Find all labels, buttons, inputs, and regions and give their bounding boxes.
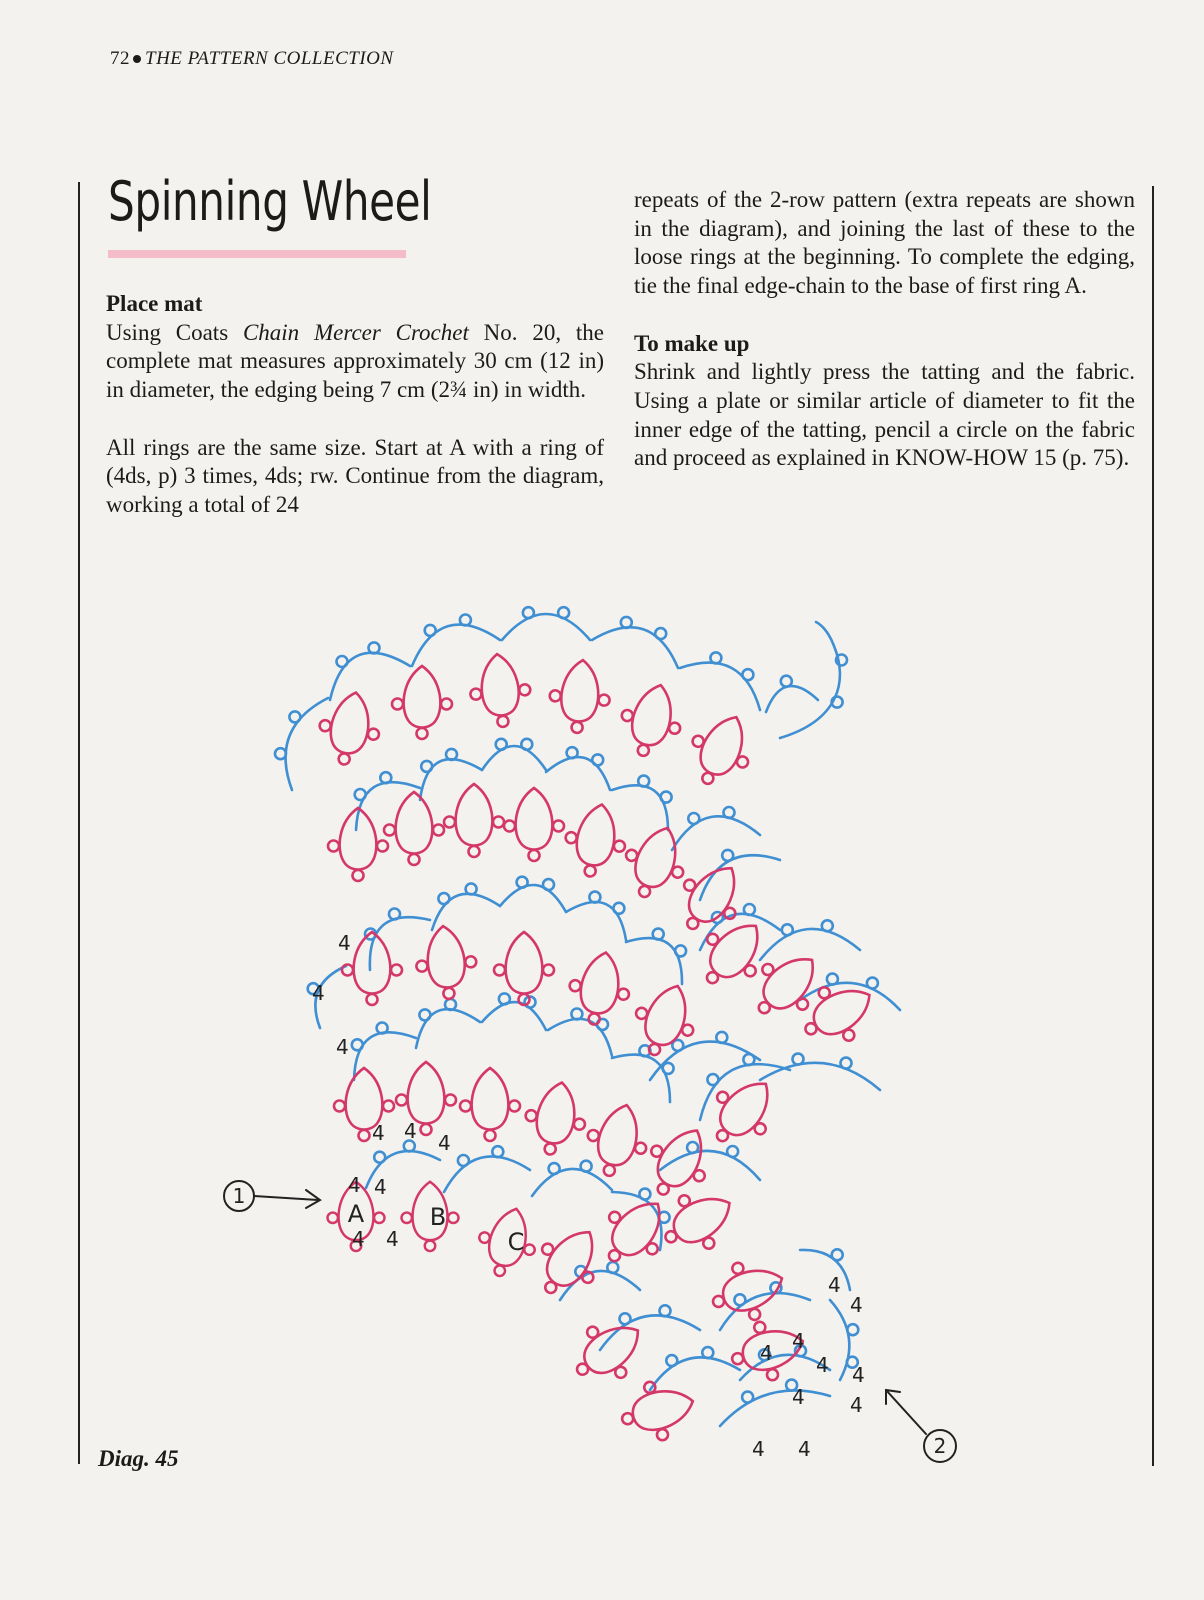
chain-picot <box>666 1355 677 1366</box>
ring-picot <box>656 1428 669 1441</box>
ring-outline <box>506 932 543 994</box>
ring-picot <box>766 1368 779 1381</box>
ring-picot <box>443 987 455 999</box>
ring-picot <box>509 1101 520 1112</box>
ring-picot <box>342 965 353 976</box>
ring-picot <box>621 709 634 722</box>
product-name: Chain Mercer Crochet <box>242 319 469 345</box>
ring-picot <box>384 825 395 836</box>
ring-outline <box>456 784 493 846</box>
section-heading-make-up: To make up <box>634 330 750 356</box>
ring-picot <box>637 744 650 757</box>
chain-picot <box>374 1152 385 1163</box>
chain-picot <box>607 1262 618 1273</box>
chain-picot <box>421 761 432 772</box>
ring-picot <box>367 728 380 741</box>
ring-picot <box>643 1381 656 1394</box>
ring <box>696 1065 789 1159</box>
ring-picot <box>409 854 420 865</box>
ring-picot <box>603 1164 616 1177</box>
ring <box>614 818 695 907</box>
ring-picot <box>584 865 597 878</box>
ring <box>520 1077 592 1159</box>
chain-picot <box>707 1074 718 1085</box>
stitch-count-label: 4 <box>816 1353 829 1377</box>
ring-picot <box>569 979 582 992</box>
ring <box>564 947 636 1029</box>
ring-picot <box>445 1095 456 1106</box>
ring-picot <box>470 688 482 700</box>
ring-picot <box>685 916 700 931</box>
stitch-count-label: 4 <box>438 1131 451 1155</box>
stitch-count-label: 4 <box>792 1385 805 1409</box>
ring-picot <box>525 1109 538 1122</box>
stitch-count-label: 4 <box>404 1119 417 1143</box>
ring-outline <box>756 947 825 1016</box>
ring <box>444 784 504 857</box>
ring-picot <box>377 841 388 852</box>
ring-outline <box>425 925 467 989</box>
ring-outline <box>702 914 770 985</box>
page-number: 72 <box>110 48 130 69</box>
ring-picot <box>760 962 776 978</box>
chain-picot <box>827 974 838 985</box>
chain <box>612 785 668 830</box>
arrow-right-icon <box>254 1190 320 1208</box>
ring-outline <box>408 1062 445 1124</box>
end-marker-label: 2 <box>933 1434 947 1458</box>
ring-picot <box>396 1095 407 1106</box>
ring-picot <box>543 965 554 976</box>
ring <box>560 799 632 881</box>
ring-picot <box>328 1213 338 1223</box>
ring-picot <box>402 1213 412 1223</box>
chain-picot <box>722 850 733 861</box>
ring-picot <box>460 1101 471 1112</box>
ring <box>460 1068 520 1141</box>
chain-picot <box>355 789 366 800</box>
ring-outline <box>533 1079 580 1146</box>
ring-label-c: C <box>507 1228 525 1256</box>
chain <box>370 917 430 970</box>
chain-picot <box>727 1146 738 1157</box>
ring-picot <box>607 1248 622 1263</box>
chain-picot <box>687 1142 698 1153</box>
chain-picot <box>661 792 672 803</box>
ring-picot <box>359 1130 370 1141</box>
ring-picot <box>353 870 364 881</box>
ring-picot <box>493 817 504 828</box>
ring-picot <box>668 721 681 734</box>
chain <box>546 757 610 790</box>
stitch-count-label: 4 <box>760 1341 773 1365</box>
chain-picot <box>613 903 624 914</box>
chain <box>780 622 840 738</box>
ring <box>635 1116 723 1209</box>
chain-picot <box>523 607 534 618</box>
chain-picot <box>655 628 666 639</box>
ring-picot <box>565 831 578 844</box>
chain <box>560 1271 640 1300</box>
ring-picot <box>644 1241 659 1256</box>
ring-picot <box>485 1130 496 1141</box>
ring-picot <box>682 878 697 893</box>
ring-picot <box>598 694 610 706</box>
ring <box>624 976 705 1065</box>
ring-picot <box>433 825 444 836</box>
chain-picot <box>558 607 569 618</box>
ring-outline <box>627 680 678 749</box>
chain <box>600 1315 700 1350</box>
chain <box>700 855 780 900</box>
ring-picot <box>587 1129 600 1142</box>
chain <box>660 1151 760 1180</box>
ring-picot <box>585 1325 600 1340</box>
ring-picot <box>731 1352 744 1365</box>
ring-picot <box>478 1231 491 1244</box>
chain-picot <box>847 1324 858 1335</box>
ring-picot <box>607 1210 622 1225</box>
ring-picot <box>523 1243 536 1256</box>
ring <box>523 1215 614 1309</box>
chain <box>800 983 900 1010</box>
ring-picot <box>613 1365 628 1380</box>
ring-picot <box>715 1090 730 1105</box>
ring-picot <box>367 994 378 1005</box>
ring-outline <box>479 653 521 717</box>
chain <box>432 894 500 930</box>
stitch-count-label: 4 <box>828 1273 841 1297</box>
chain-picot <box>663 1063 674 1074</box>
ring-picot <box>519 684 531 696</box>
ring-picot <box>497 715 509 727</box>
ring-picot <box>634 1141 647 1154</box>
chain-picot <box>734 1294 745 1305</box>
make-up-paragraph: Shrink and lightly press the tatting and the fabric. Using a plate or similar article of diameter to fit the inner edge of the tatting, pencil a circle on the fabric and proceed as explained in KNOW-HOW 15 (p. 75). <box>634 359 1135 471</box>
chain-picot <box>543 879 554 890</box>
ring-picot <box>795 996 811 1012</box>
ring-picot <box>319 719 332 732</box>
ring-picot <box>588 1013 601 1026</box>
chain-picot <box>716 1032 727 1043</box>
ring-outline <box>516 788 553 850</box>
chain-picot <box>352 1039 363 1050</box>
arrow-up-left-icon <box>886 1390 926 1434</box>
chain-picot <box>639 1189 650 1200</box>
chain <box>612 1055 670 1102</box>
chain-picot <box>782 924 793 935</box>
ring-outline <box>327 689 374 756</box>
stitch-count-label: 4 <box>850 1293 863 1317</box>
ring-outline <box>404 666 441 728</box>
ring-outline <box>593 1100 644 1169</box>
chain <box>532 1169 612 1196</box>
chain-picot <box>521 739 532 750</box>
chain <box>830 1300 849 1380</box>
chain-picot <box>867 978 878 989</box>
ring <box>561 1306 655 1397</box>
ring-picot <box>441 699 452 710</box>
stitch-count-label: 4 <box>374 1175 387 1199</box>
ring-picot <box>742 963 757 978</box>
ring-picot <box>444 817 455 828</box>
ring-label-b: B <box>429 1203 447 1231</box>
ring-picot <box>334 1101 345 1112</box>
ring-picot <box>465 956 477 968</box>
chain <box>760 929 860 960</box>
ring <box>392 666 452 739</box>
chain <box>672 816 760 850</box>
ring-picot <box>757 1000 773 1016</box>
chain-picot <box>438 893 449 904</box>
stitch-count-label: 4 <box>338 931 351 955</box>
ring-picot <box>374 1213 384 1223</box>
ring-picot <box>613 840 626 853</box>
ring-picot <box>752 1121 767 1136</box>
chain <box>420 759 482 800</box>
chain-picot <box>425 625 436 636</box>
stitch-count-label: 4 <box>386 1227 399 1251</box>
chain-picot <box>724 807 735 818</box>
chain-picot <box>832 1249 843 1260</box>
chain <box>500 885 566 912</box>
intro-prefix: Using Coats <box>106 319 243 345</box>
ring-picot <box>617 988 630 1001</box>
ring-outline <box>472 1068 509 1130</box>
chain <box>356 782 420 830</box>
ring-picot <box>383 1101 394 1112</box>
stitch-count-label: 4 <box>312 981 325 1005</box>
ring-picot <box>416 960 428 972</box>
chain-picot <box>620 1313 631 1324</box>
ring-picot <box>417 728 428 739</box>
ring-picot <box>544 1143 557 1156</box>
chain-picot <box>581 1161 592 1172</box>
chain <box>354 1032 416 1080</box>
ring-outline <box>573 801 620 868</box>
ring <box>384 792 444 865</box>
stitch-count-label: 4 <box>852 1363 865 1387</box>
chain-picot <box>660 1305 671 1316</box>
chain-picot <box>592 754 603 765</box>
stitch-count-label: 4 <box>352 1227 365 1251</box>
ring-picot <box>392 699 403 710</box>
ring-picot <box>705 932 720 947</box>
ring-picot <box>328 841 339 852</box>
chain <box>482 1002 546 1030</box>
stitch-count-label: 4 <box>798 1437 811 1461</box>
start-marker-label: 1 <box>232 1184 246 1208</box>
ring <box>651 1177 744 1265</box>
chain <box>548 1019 612 1056</box>
ring <box>613 677 690 763</box>
ring <box>615 1372 701 1449</box>
instructions-paragraph: All rings are the same size. Start at A with a ring of (4ds, p) 3 times, 4ds; rw. Continue from the diagram, working a total of 24 <box>106 434 604 517</box>
stitch-count-label: 4 <box>752 1437 765 1461</box>
ring-picot <box>448 1213 458 1223</box>
chain-picot <box>492 1146 503 1157</box>
chain-picot <box>793 1054 804 1065</box>
ring-picot <box>573 1118 586 1131</box>
ring-picot <box>391 965 402 976</box>
chain <box>566 902 626 940</box>
chain-picot <box>841 1058 852 1069</box>
ring-picot <box>571 721 583 733</box>
running-title: THE PATTERN COLLECTION <box>145 48 394 69</box>
ring <box>334 1068 394 1141</box>
chain <box>650 1357 740 1390</box>
ring-picot <box>338 753 351 766</box>
ring-picot <box>753 1321 766 1334</box>
ring <box>413 924 479 1002</box>
stitch-count-label: 4 <box>372 1121 385 1145</box>
chain-picot <box>337 656 348 667</box>
ring-picot <box>715 1128 730 1143</box>
ring-picot <box>540 1242 555 1257</box>
ring-picot <box>529 850 540 861</box>
chain <box>626 938 682 984</box>
chain <box>502 614 590 640</box>
ring-outline <box>577 949 624 1016</box>
ring <box>467 652 533 730</box>
ring-picot <box>493 1264 506 1277</box>
stitch-count-label: 4 <box>792 1329 805 1353</box>
chain-picot <box>781 676 792 687</box>
ring-picot <box>553 821 564 832</box>
chain-picot <box>688 813 699 824</box>
chain-picot <box>822 920 833 931</box>
chain <box>482 746 546 770</box>
intro-suffix: No. 20, the complete mat measures approximately 30 cm (12 in) in diameter, the edging being 7 cm (2¾ in) in width. <box>106 319 604 403</box>
chain <box>720 1390 830 1426</box>
continued-paragraph: repeats of the 2-row pattern (extra repeats are shown in the diagram), and joining the last of these to the loose rings at the beginning. To complete the edging, tie the final edge-chain to the base of first ring A. <box>634 187 1135 299</box>
chain-picot <box>419 1009 430 1020</box>
chain-picot <box>517 877 528 888</box>
stitch-count-label: 4 <box>348 1173 361 1197</box>
chain-picot <box>458 1155 469 1166</box>
section-heading-place-mat: Place mat <box>106 291 203 316</box>
chain <box>330 653 410 700</box>
chain-picot <box>549 1163 560 1174</box>
ring-picot <box>705 970 720 985</box>
ring-picot <box>543 1280 558 1295</box>
ring-outline <box>396 792 433 854</box>
ring-outline <box>629 1383 698 1434</box>
ring-outline <box>712 1072 780 1143</box>
ring-picot <box>494 965 505 976</box>
ring-picot <box>469 846 480 857</box>
chain <box>766 686 818 712</box>
chain <box>416 1009 480 1048</box>
ring-picot <box>549 690 561 702</box>
chain-picot <box>289 711 300 722</box>
ring <box>504 788 564 861</box>
diagram-caption: Diag. 45 <box>98 1446 179 1471</box>
ring-picot <box>421 1124 432 1135</box>
ring-label-a: A <box>347 1200 365 1228</box>
ring-picot <box>621 1412 634 1425</box>
ring <box>678 705 763 797</box>
ring-picot <box>504 821 515 832</box>
stitch-count-label: 4 <box>850 1393 863 1417</box>
stitch-count-label: 4 <box>336 1035 349 1059</box>
ring-outline <box>559 659 601 723</box>
chain-picot <box>742 669 753 680</box>
page-title: Spinning Wheel <box>108 170 432 233</box>
ring-picot <box>575 1362 590 1377</box>
ring <box>547 658 613 736</box>
chain-picot <box>496 739 507 750</box>
chain-picot <box>675 945 686 956</box>
chain-picot <box>742 1392 753 1403</box>
ring-picot <box>425 1241 435 1251</box>
